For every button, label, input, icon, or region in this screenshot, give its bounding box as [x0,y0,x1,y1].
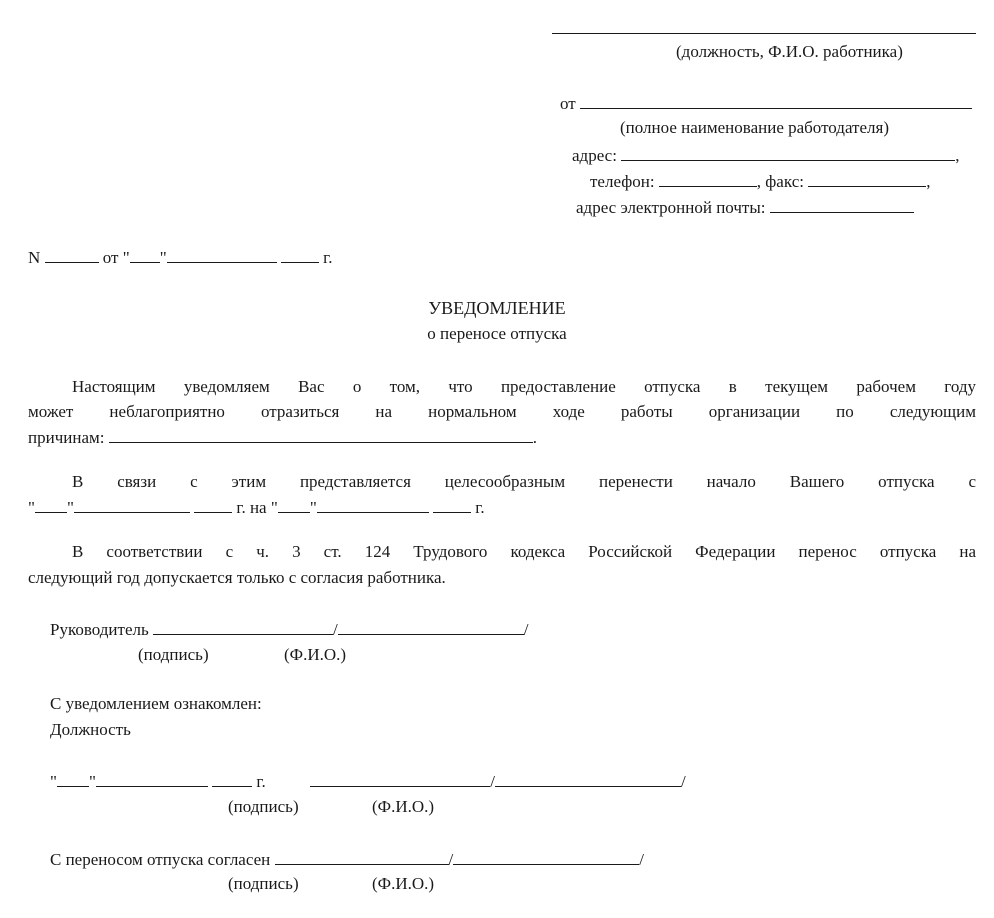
agreement-row: С переносом отпуска согласен / / [50,850,644,869]
address-blank [621,146,955,161]
manager-signature-row: Руководитель / / [50,620,529,639]
to-day-blank [278,498,310,513]
fax-blank [808,172,926,187]
ack-signature-caption: (подпись) [228,797,299,816]
from-day-blank [35,498,67,513]
acknowledged-label: С уведомлением ознакомлен: [50,694,262,713]
agreement-signature-blank [275,850,449,865]
ack-day-blank [57,772,89,787]
to-month-blank [317,498,429,513]
ack-name-caption: (Ф.И.О.) [372,797,435,816]
paragraph-2-line-1: В связи с этим представляется целесообразным перенести начало Вашего отпуска с [72,472,976,491]
from-month-blank [74,498,190,513]
position-label: Должность [50,720,131,739]
document-title: УВЕДОМЛЕНИЕ [428,298,566,318]
paragraph-2-line-2: " " г. на " " г. [28,498,485,517]
agreement-signature-caption: (подпись) [228,874,299,893]
paragraph-3-line-2: следующий год допускается только с согласия работника. [28,568,446,587]
paragraph-1-line-2: может неблагоприятно отразиться на нормальном ходе работы организации по следующим [28,402,976,421]
ack-year-blank [212,772,252,787]
manager-signature-caption: (подпись) [138,645,209,664]
from-row: от [560,94,972,114]
address-row: адрес: , [572,146,960,165]
number-blank [45,248,99,263]
acknowledged-date-signature-row: " " г. / / [50,772,686,791]
number-date-row: N от " " г. [28,248,333,267]
employer-blank [580,94,972,109]
employee-caption: (должность, Ф.И.О. работника) [676,42,903,61]
ack-month-blank [96,772,208,787]
paragraph-3-line-1: В соответствии с ч. 3 ст. 124 Трудового кодекса Российской Федерации перенос отпуска на [72,542,976,561]
document-subtitle: о переносе отпуска [427,324,567,343]
month-blank [167,248,277,263]
paragraph-1-line-3: причинам: . [28,428,537,447]
ack-name-blank [495,772,681,787]
to-year-blank [433,498,471,513]
manager-name-blank [338,620,524,635]
manager-name-caption: (Ф.И.О.) [284,645,347,664]
phone-blank [659,172,757,187]
email-blank [770,198,914,213]
ack-signature-blank [310,772,490,787]
agreement-name-caption: (Ф.И.О.) [372,874,435,893]
manager-signature-blank [153,620,333,635]
from-year-blank [194,498,232,513]
reasons-blank [109,428,533,443]
paragraph-1-line-1: Настоящим уведомляем Вас о том, что предоставление отпуска в текущем рабочем году [72,377,976,396]
year-blank [281,248,319,263]
agreement-name-blank [453,850,639,865]
email-row: адрес электронной почты: [576,198,914,218]
phone-fax-row: телефон: , факс: , [590,172,931,191]
day-blank [130,248,160,263]
employee-line [552,33,976,34]
employer-caption: (полное наименование работодателя) [620,118,889,137]
